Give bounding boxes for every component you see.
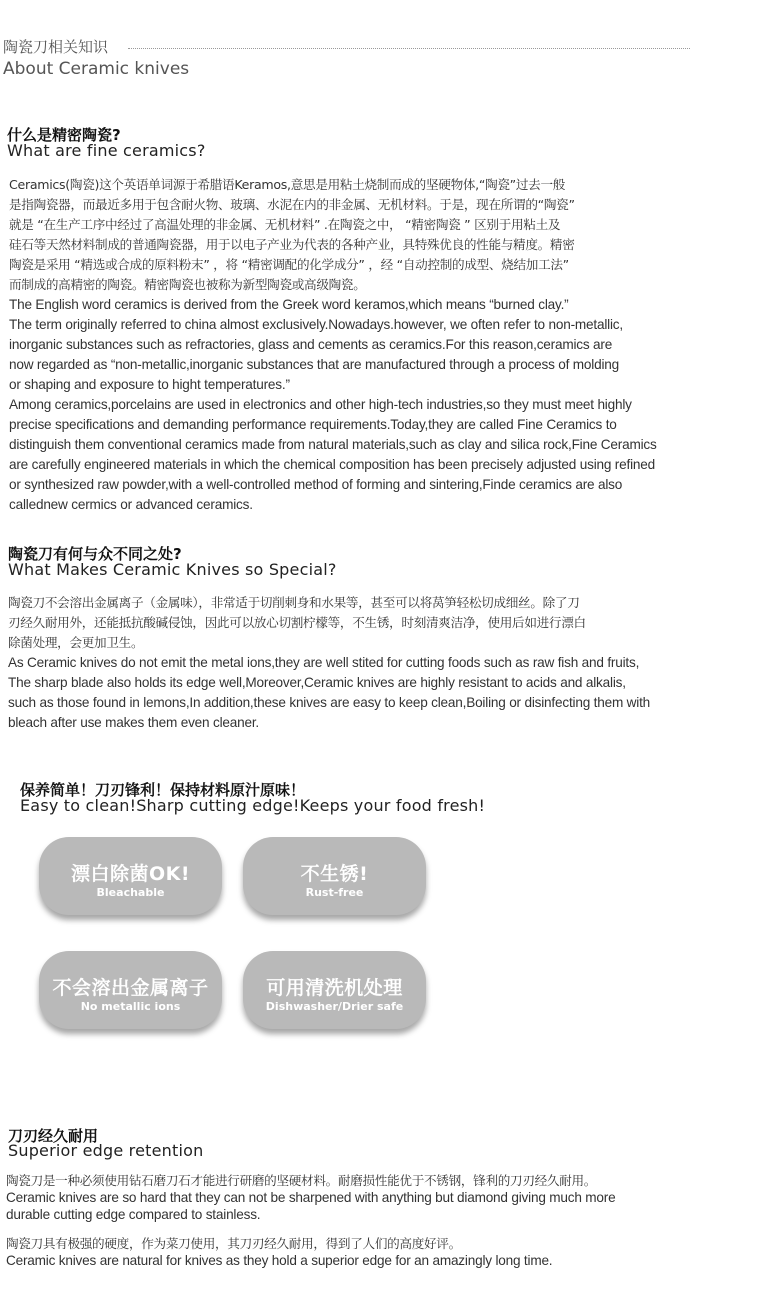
body-line: Ceramic knives are so hard that they can not be sharpened with anything but diamond giving much more: [6, 1190, 616, 1205]
body-line: 就是 “在生产工序中经过了高温处理的非金属、无机材料” .在陶瓷之中， “精密陶瓷 ” 区别于用粘土及: [9, 217, 561, 232]
body-line: 而制成的高精密的陶瓷。精密陶瓷也被称为新型陶瓷或高级陶瓷。: [9, 277, 366, 292]
section1-title-cn: 什么是精密陶瓷?: [7, 126, 121, 144]
body-line: 陶瓷刀是一种必须使用钻石磨刀石才能进行研磨的坚硬材料。耐磨损性能优于不锈钢，锋利的刀刃经久耐用。: [6, 1173, 597, 1188]
body-line: or synthesized raw powder,with a well-controlled method of forming and sintering,Finde ceramics are also: [9, 477, 623, 492]
body-line: now regarded as “non-metallic,inorganic substances that are manufactured through a process of molding: [9, 357, 619, 372]
body-line: 硅石等天然材料制成的普通陶瓷器，用于以电子产业为代表的各种产业，具特殊优良的性能与精度。精密: [9, 237, 575, 252]
section3-title-cn: 保养简单！刀刃锋利！保持材料原汁原味！: [20, 781, 306, 799]
body-line: 是指陶瓷器，而最近多用于包含耐火物、玻璃、水泥在内的非金属、无机材料。于是，现在所谓的“陶瓷”: [9, 197, 575, 212]
section3-title-en: Easy to clean!Sharp cutting edge!Keeps your food fresh!: [20, 796, 486, 815]
badge-no-metallic-ions: [39, 951, 222, 1029]
body-line: 陶瓷刀具有极强的硬度，作为菜刀使用，其刀刃经久耐用，得到了人们的高度好评。: [6, 1236, 461, 1251]
section2-title-cn: 陶瓷刀有何与众不同之处?: [8, 545, 182, 563]
badge-label-cn: 不生锈!: [300, 863, 369, 885]
badge-label-cn: 不会溶出金属离子: [52, 977, 209, 999]
section4-title-cn: 刀刃经久耐用: [8, 1127, 99, 1145]
body-line: 陶瓷刀不会溶出金属离子（金属味），非常适于切削刺身和水果等，甚至可以将莴笋轻松切成细丝。除了刀: [8, 595, 580, 610]
badge-dishwasher-safe: [243, 951, 426, 1029]
section1-body: [9, 175, 657, 515]
body-line: Among ceramics,porcelains are used in electronics and other high-tech industries,so they must meet highly: [9, 397, 632, 412]
body-line: Ceramics(陶瓷)这个英语单词源于希腊语Keramos,意思是用粘土烧制而成的坚硬物体,“陶瓷”过去一般: [9, 177, 566, 192]
body-line: The term originally referred to china almost exclusively.Nowadays.however, we often refer to non-metallic,: [9, 317, 623, 332]
badge-label-en: Bleachable: [96, 886, 165, 899]
badge-label-en: No metallic ions: [80, 1000, 181, 1013]
body-line: bleach after use makes them even cleaner.: [8, 715, 259, 730]
section2-body: [8, 593, 650, 733]
body-line: 除菌处理，会更加卫生。: [8, 635, 144, 650]
body-line: such as those found in lemons,In addition,these knives are easy to keep clean,Boiling or disinfecting them with: [8, 695, 651, 710]
dotted-divider: [128, 48, 690, 49]
body-line: inorganic substances such as refractories, glass and cements as ceramics.For this reason,ceramics are: [9, 337, 613, 352]
badge-label-en: Dishwasher/Drier safe: [265, 1000, 404, 1013]
body-line: durable cutting edge compared to stainless.: [6, 1207, 261, 1222]
body-line: 陶瓷是采用 “精选或合成的原料粉末” ，将 “精密调配的化学成分” ，经 “自动控制的成型、烧结加工法”: [9, 257, 569, 272]
section4-body-1: [6, 1172, 615, 1223]
badge-rust-free: [243, 837, 426, 915]
body-line: precise specifications and demanding performance requirements.Today,they are called Fine Ceramics to: [9, 417, 617, 432]
section4-title-en: Superior edge retention: [8, 1141, 204, 1160]
badge-bleachable: [39, 837, 222, 915]
badge-label-cn: 漂白除菌OK!: [70, 863, 191, 885]
body-line: As Ceramic knives do not emit the metal ions,they are well stited for cutting foods such as raw fish and fruits,: [8, 655, 640, 670]
page-title-en: About Ceramic knives: [3, 59, 190, 79]
body-line: The sharp blade also holds its edge well,Moreover,Ceramic knives are highly resistant to acids and alkalis,: [8, 675, 626, 690]
section4-body-2: [6, 1235, 552, 1269]
body-line: are carefully engineered materials in which the chemical composition has been precisely adjusted using refined: [9, 457, 655, 472]
badge-label-cn: 可用清洗机处理: [266, 977, 403, 999]
section1-title-en: What are fine ceramics?: [7, 141, 206, 160]
section2-title-en: What Makes Ceramic Knives so Special?: [8, 560, 337, 579]
page-title-cn: 陶瓷刀相关知识: [3, 38, 109, 56]
body-line: The English word ceramics is derived from the Greek word keramos,which means “burned clay.”: [9, 297, 569, 312]
body-line: or shaping and exposure to hight temperatures.”: [9, 377, 290, 392]
body-line: distinguish them conventional ceramics made from natural materials,such as clay and silica rock,Fine Ceramics: [9, 437, 657, 452]
body-line: 刃经久耐用外，还能抵抗酸碱侵蚀，因此可以放心切割柠檬等，不生锈，时刻清爽洁净，使用后如进行漂白: [8, 615, 586, 630]
body-line: Ceramic knives are natural for knives as they hold a superior edge for an amazingly long time.: [6, 1253, 553, 1268]
badge-label-en: Rust-free: [305, 886, 364, 899]
body-line: callednew cermics or advanced ceramics.: [9, 497, 253, 512]
